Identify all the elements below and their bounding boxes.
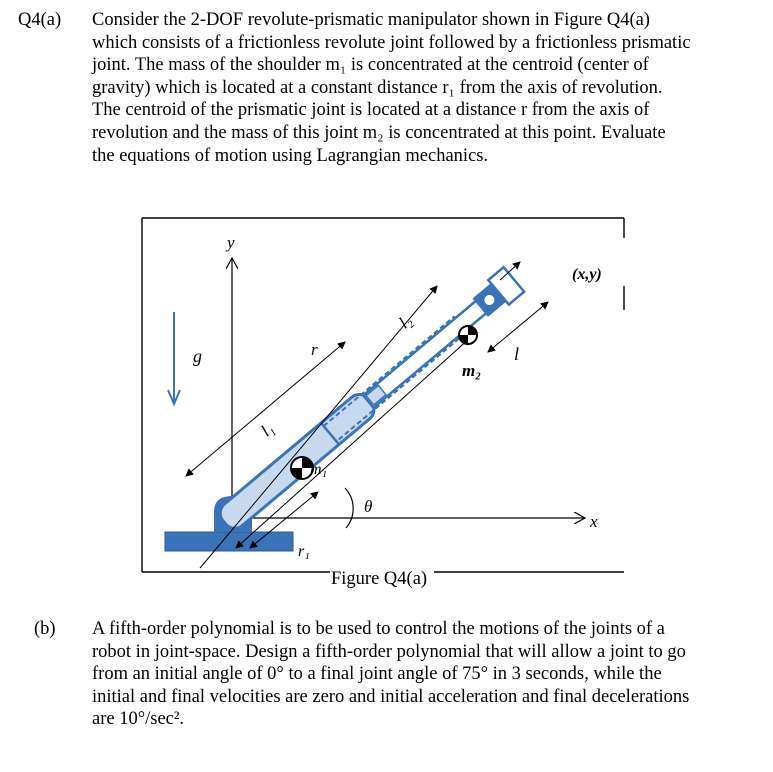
end-point-label: (x,y): [572, 266, 602, 283]
y-axis-label: y: [227, 233, 235, 252]
question-b-label: (b): [34, 619, 56, 639]
l2-dimension: [200, 286, 437, 568]
question-a-line: The centroid of the prismatic joint is located at a distance r from the axis of: [92, 100, 650, 121]
l-label: l: [514, 344, 520, 364]
l2-label: l₂: [395, 310, 416, 333]
question-a-line: Consider the 2-DOF revolute-prismatic manipulator shown in Figure Q4(a): [92, 10, 650, 30]
l1-label: l₁: [257, 418, 278, 441]
figure-caption: Figure Q4(a): [331, 569, 428, 589]
question-b-line: are 10°/sec².: [92, 709, 185, 730]
gravity-arrow: [168, 312, 180, 404]
m2-centroid-icon: [459, 326, 477, 344]
link-1: [214, 267, 524, 534]
r-dimension: [236, 338, 470, 548]
question-b-line: from an initial angle of 0° to a final joint angle of 75° in 3 seconds, while the: [92, 664, 662, 685]
x-axis-label: x: [590, 512, 598, 531]
question-b-line: A fifth-order polynomial is to be used to control the motions of the joints of a: [92, 619, 665, 639]
question-b-line: robot in joint-space. Design a fifth-order polynomial that will allow a joint to go: [92, 641, 686, 662]
theta-arc: [345, 488, 353, 528]
question-b-line: initial and final velocities are zero and initial acceleration and final decelerations: [92, 686, 690, 707]
question-a-line: revolution and the mass of this joint m₂ is concentrated at this point. Evaluate: [92, 122, 666, 143]
question-a-line: joint. The mass of the shoulder m₁ is concentrated at the centroid (center of: [92, 55, 649, 76]
m2-label: m₂: [462, 361, 482, 380]
question-b-text: [92, 618, 738, 731]
question-a-label: Q4(a): [18, 10, 62, 30]
theta-label: θ: [364, 497, 373, 516]
question-a-line: gravity) which is located at a constant distance r₁ from the axis of revolution.: [92, 77, 663, 98]
r1-label: r₁: [298, 543, 310, 560]
gravity-label: g: [193, 346, 202, 366]
question-a-line: the equations of motion using Lagrangian mechanics.: [92, 145, 489, 166]
r-label: r: [311, 340, 318, 359]
question-a-line: which consists of a frictionless revolute joint followed by a frictionless prismatic: [92, 32, 691, 53]
m1-label: m₁: [310, 461, 328, 478]
